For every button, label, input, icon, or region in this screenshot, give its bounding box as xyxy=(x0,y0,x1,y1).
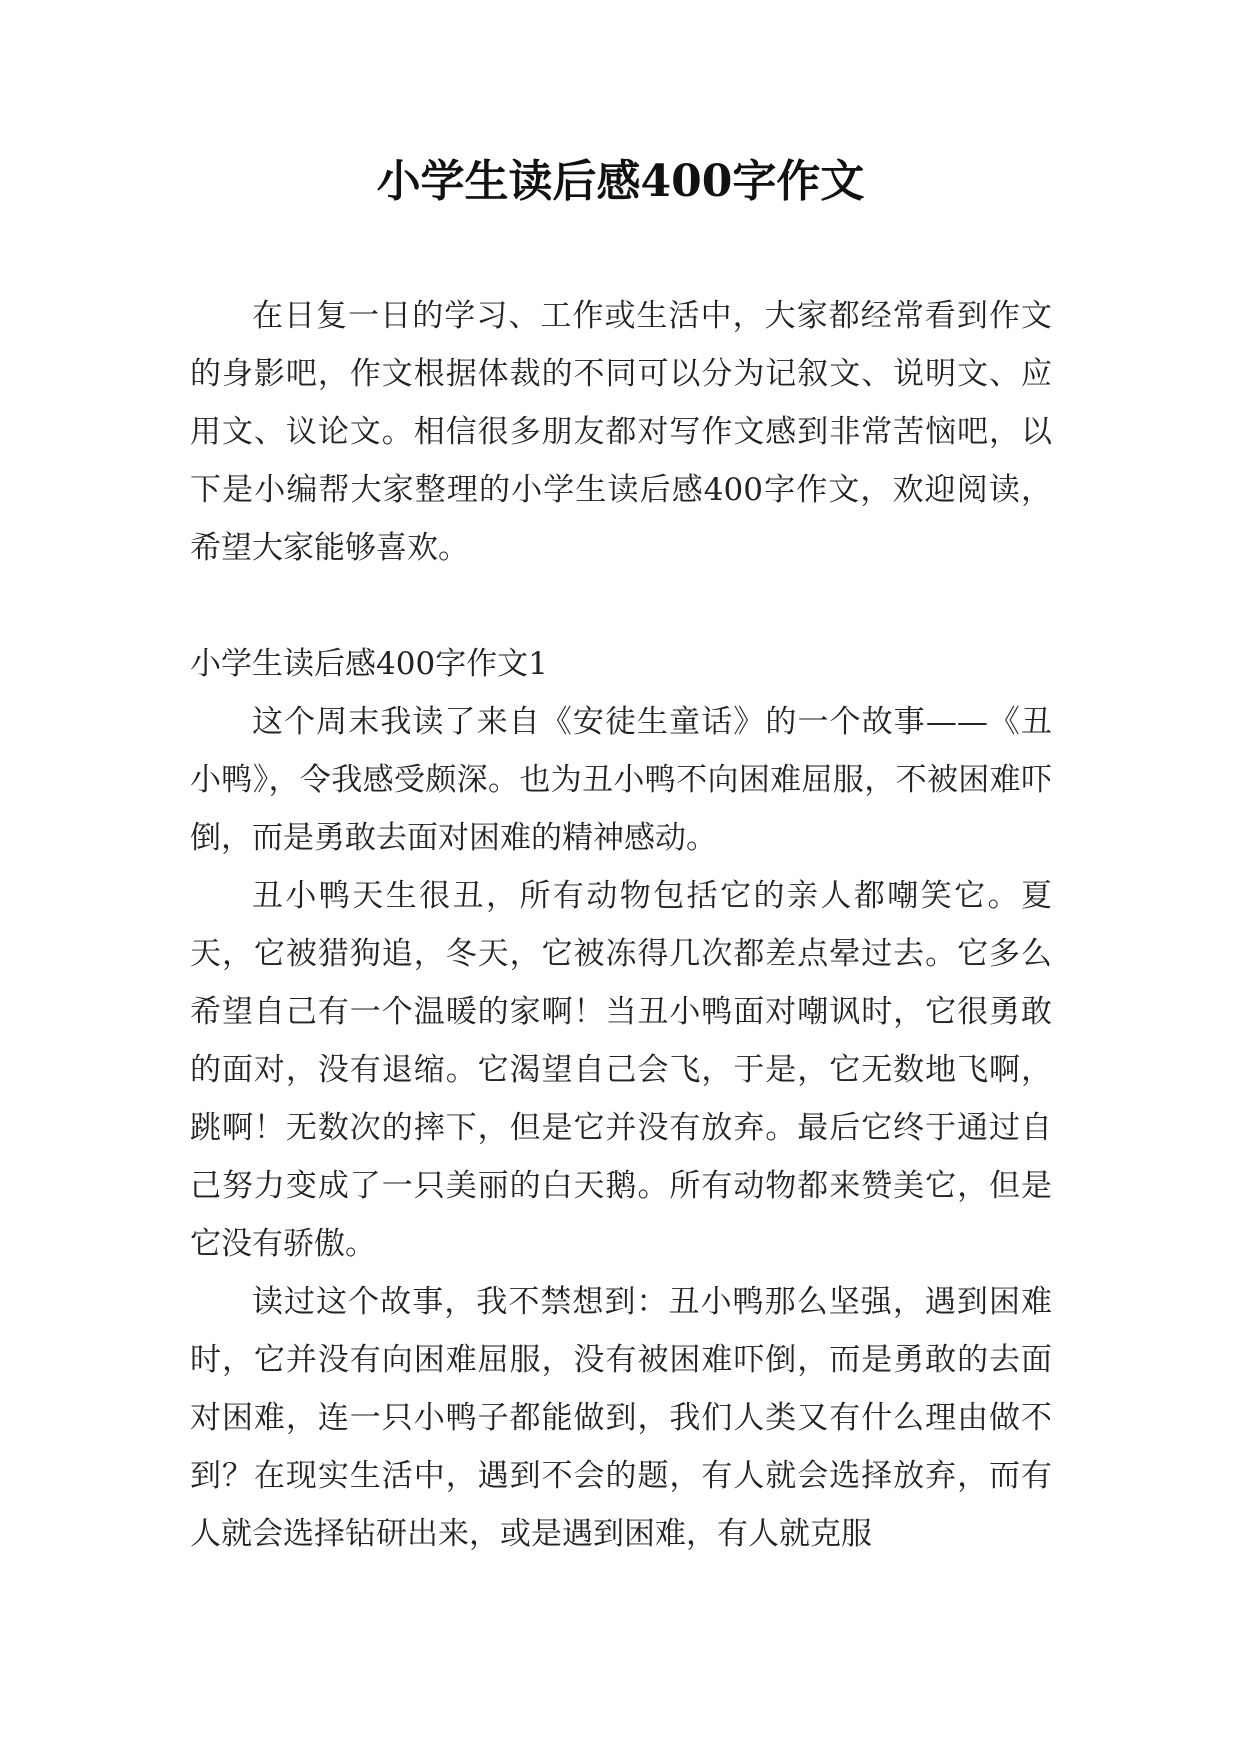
document-body xyxy=(190,287,1052,1563)
body-paragraph-1: 这个周末我读了来自《安徒生童话》的一个故事——《丑小鸭》，令我感受颇深。也为丑小鸭不向困难屈服，不被困难吓倒，而是勇敢去面对困难的精神感动。 xyxy=(190,704,1052,856)
section-heading: 小学生读后感400字作文1 xyxy=(190,646,548,682)
document-title: 小学生读后感400字作文 xyxy=(376,156,865,207)
body-paragraph-2: 丑小鸭天生很丑，所有动物包括它的亲人都嘲笑它。夏天，它被猎狗追，冬天，它被冻得几次都差点晕过去。它多么希望自己有一个温暖的家啊！当丑小鸭面对嘲讽时，它很勇敢的面对，没有退缩。它渴望自己会飞，于是，它无数地飞啊，跳啊！无数次的摔下，但是它并没有放弃。最后它终于通过自己努力变成了一只美丽的白天鹅。所有动物都来赞美它，但是它没有骄傲。 xyxy=(190,878,1052,1262)
paragraph-spacer xyxy=(190,577,1052,635)
body-paragraph-3: 读过这个故事，我不禁想到：丑小鸭那么坚强，遇到困难时，它并没有向困难屈服，没有被困难吓倒，而是勇敢的去面对困难，连一只小鸭子都能做到，我们人类又有什么理由做不到？在现实生活中，遇到不会的题，有人就会选择放弃，而有人就会选择钻研出来，或是遇到困难，有人就克服 xyxy=(190,1284,1052,1552)
intro-paragraph: 在日复一日的学习、工作或生活中，大家都经常看到作文的身影吧，作文根据体裁的不同可以分为记叙文、说明文、应用文、议论文。相信很多朋友都对写作文感到非常苦恼吧，以下是小编帮大家整理的小学生读后感400字作文，欢迎阅读，希望大家能够喜欢。 xyxy=(190,298,1052,566)
